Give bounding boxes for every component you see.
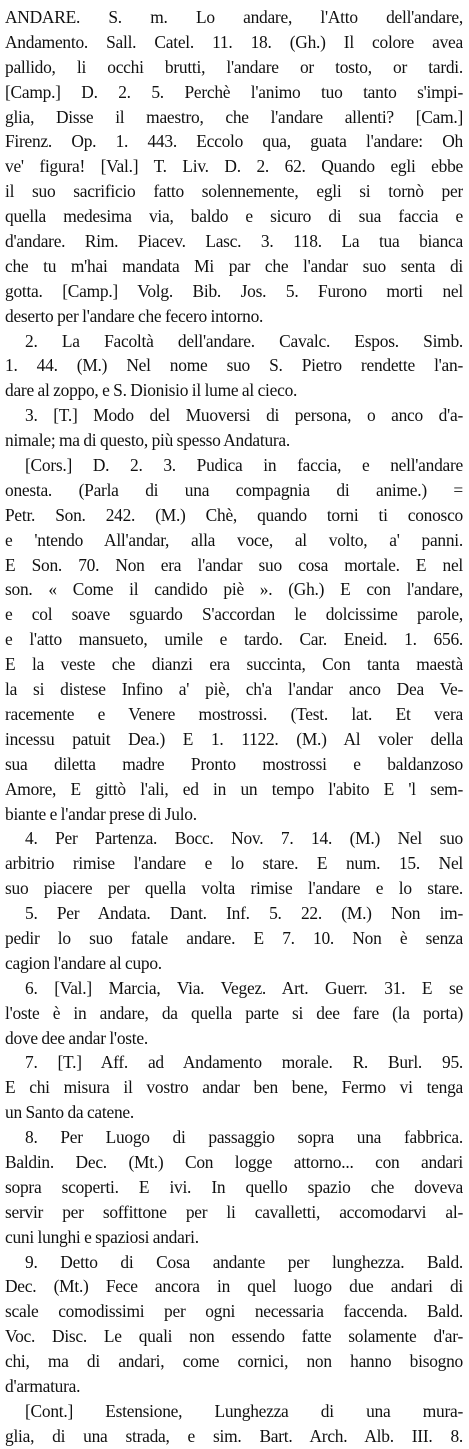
text-line: che tu m'hai mandata Mi par che l'andar suo senta di [5,255,463,276]
sense-8 [5,1125,463,1249]
text-line-last: nimale; ma di questo, più spesso Andatura. [5,430,290,451]
text-line-last: dare al zoppo, e S. Dionisio il lume al cieco. [5,380,298,401]
text-line-last: d'armatura. [5,1375,81,1396]
text-line: e l'atto mansueto, umile e tardo. Car. Eneid. 1. 656. [5,629,463,650]
sense-4 [5,826,463,901]
entry-main-sense [5,5,463,329]
sense-2 [5,329,463,404]
text-line: l'oste è in andare, da quella parte si dee fare (la porta) [5,1002,463,1023]
text-line: glia, Disse il maestro, che l'andare allenti? [Cam.] [5,106,463,127]
text-line: pallido, li occhi brutti, l'andare or tosto, or tardi. [5,56,463,77]
text-line: 5. Per Andata. Dant. Inf. 5. 22. (M.) Non im- [25,903,463,924]
text-line: e 'ntendo All'andar, alla voce, al volto, a' panni. [5,529,463,550]
text-line-last: deserto per l'andare che fecero intorno. [5,305,264,326]
text-line: Baldin. Dec. (Mt.) Con logge attorno... con andari [5,1151,463,1172]
text-line: onesta. (Parla di una compagnia di anime.) = [5,479,463,500]
text-line: incessu patuit Dea.) E 1. 1122. (M.) Al voler della [5,728,463,749]
text-line: E chi misura il vostro andar ben bene, Fermo vi tenga [5,1077,463,1098]
text-line: Andamento. Sall. Catel. 11. 18. (Gh.) Il colore avea [5,31,463,52]
text-line: E Son. 70. Non era l'andar suo cosa mortale. E nel [5,554,463,575]
text-line: ANDARE. S. m. Lo andare, l'Atto dell'andare, [5,7,463,27]
text-line: Firenz. Op. 1. 443. Eccolo qua, guata l'andare: Oh [5,131,463,152]
sense-5 [5,901,463,976]
text-line: Petr. Son. 242. (M.) Chè, quando torni ti conosco [5,504,463,525]
text-line: 6. [Val.] Marcia, Via. Vegez. Art. Guerr. 31. E se [25,977,463,998]
text-line: gotta. [Camp.] Volg. Bib. Jos. 5. Furono morti nel [5,280,463,301]
text-line: 9. Detto di Cosa andante per lunghezza. Bald. [25,1251,463,1272]
text-line-last: biante e l'andar prese di Julo. [5,803,197,824]
text-line: pedir lo suo fatale andare. E 7. 10. Non è senza [5,927,463,948]
text-line: son. « Come il candido piè ». (Gh.) E con l'andare, [5,579,463,600]
text-line: 8. Per Luogo di passaggio sopra una fabbrica. [25,1127,463,1148]
text-line: [Cont.] Estensione, Lunghezza di una mura- [25,1400,463,1421]
text-line: la si distese Infino a' piè, ch'a l'andar anco Dea Ve- [5,679,463,700]
text-line: racemente e Venere mostrossi. (Test. lat. Et vera [5,703,463,724]
text-line: [Cors.] D. 2. 3. Pudica in faccia, e nell'andare [25,455,463,476]
text-line-last: cuni lunghi e spaziosi andari. [5,1226,199,1247]
text-line: il suo sacrificio fatto solennemente, egli si tornò per [5,181,463,202]
sense-3 [5,403,463,826]
sense-cont [5,1399,463,1449]
text-line: Dec. (Mt.) Fece ancora in quel luogo due andari di [5,1276,463,1297]
text-line: E la veste che dianzi era succinta, Con tanta maestà [5,654,463,675]
text-line: scale comodissimi per ogni necessaria faccenda. Bald. [5,1301,463,1322]
text-line: d'andare. Rim. Piacev. Lasc. 3. 118. La tua bianca [5,231,463,252]
text-line: 7. [T.] Aff. ad Andamento morale. R. Burl. 95. [25,1052,463,1073]
text-line: suo piacere per quella volta rimise l'andare e lo stare. [5,878,463,899]
sense-7 [5,1050,463,1125]
text-line-last: dove dee andar l'oste. [5,1027,148,1048]
text-line: 1. 44. (M.) Nel nome suo S. Pietro rendette l'an- [5,355,463,376]
text-line: 4. Per Partenza. Bocc. Nov. 7. 14. (M.) Nel suo [25,828,463,849]
text-line: Amore, E gittò l'ali, ed in un tempo l'abito E 'l sem- [5,778,463,799]
text-line: ve' figura! [Val.] T. Liv. D. 2. 62. Quando egli ebbe [5,156,463,177]
sense-6 [5,976,463,1051]
text-line: sopra scoperti. E ivi. In quello spazio che doveva [5,1176,463,1197]
text-line: glia, di una strada, e sim. Bart. Arch. Alb. III. 8. [5,1425,463,1446]
text-line: [Camp.] D. 2. 5. Perchè l'animo tuo tanto s'impi- [5,81,463,102]
text-line: e col soave sguardo S'accordan le dolcissime parole, [5,604,463,625]
text-line: Voc. Disc. Le quali non essendo fatte solamente d'ar- [5,1326,463,1347]
sense-9 [5,1250,463,1399]
text-line: servir per soffittone per li cavalletti, accomodarvi al- [5,1201,463,1222]
text-line: quella medesima via, baldo e sicuro di sua faccia e [5,206,463,227]
text-line-last: cagion l'andare al cupo. [5,952,162,973]
text-line: chi, ma di andari, come cornici, non hanno bisogno [5,1351,463,1372]
text-line: 2. La Facoltà dell'andare. Cavalc. Espos. Simb. [25,330,463,351]
text-line: arbitrio rimise l'andare e lo stare. E num. 15. Nel [5,853,463,874]
text-line: sua diletta madre Pronto mostrossi e baldanzoso [5,753,463,774]
text-line: 3. [T.] Modo del Muoversi di persona, o anco d'a- [25,405,463,426]
text-line-last: un Santo da catene. [5,1102,134,1123]
